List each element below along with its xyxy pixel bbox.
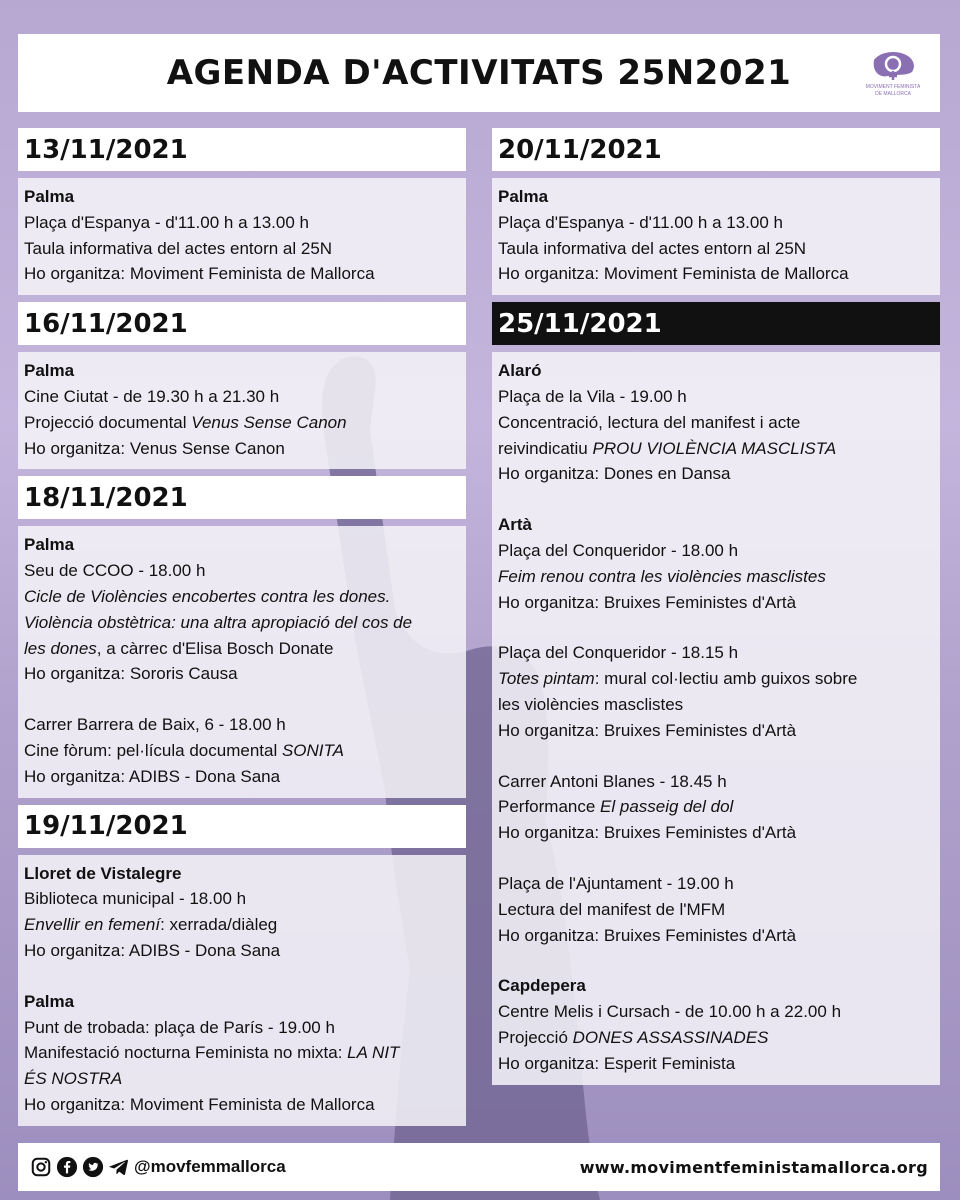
event-text: Ho organitza: Moviment Feminista de Mallorca bbox=[24, 1094, 375, 1114]
event-text: Biblioteca municipal - 18.00 h bbox=[24, 889, 247, 909]
event-text: Plaça de la Vila - 19.00 h bbox=[498, 386, 687, 406]
event-title-text: Totes pintam bbox=[498, 669, 595, 689]
event-panel bbox=[18, 526, 466, 797]
event-title-text: PROU VIOLÈNCIA MASCLISTA bbox=[592, 438, 837, 458]
event-text: Ho organitza: Dones en Dansa bbox=[498, 464, 731, 484]
event-title-text: DONES ASSASSINADES bbox=[572, 1027, 769, 1047]
event-line bbox=[498, 564, 934, 590]
spacer bbox=[24, 687, 460, 712]
event-text: Cine fòrum: pel·lícula documental bbox=[24, 740, 282, 760]
event-text: Ho organitza: Sororis Causa bbox=[24, 664, 238, 684]
event-line bbox=[24, 938, 460, 964]
event-line bbox=[498, 820, 934, 846]
date-heading: 13/11/2021 bbox=[18, 128, 466, 171]
event-title-text: ÉS NOSTRA bbox=[24, 1069, 123, 1089]
event-text: les violències masclistes bbox=[498, 694, 684, 714]
footer-bar bbox=[18, 1143, 940, 1191]
page-title: AGENDA D'ACTIVITATS 25N2021 bbox=[166, 53, 792, 93]
website-link[interactable]: www.movimentfeministamallorca.org bbox=[579, 1157, 928, 1177]
event-text: Projecció documental bbox=[24, 412, 192, 432]
spacer bbox=[498, 487, 934, 512]
event-line bbox=[498, 461, 934, 487]
event-title-text: Cicle de Violències encobertes contra les dones. bbox=[24, 586, 391, 606]
right-column bbox=[492, 128, 940, 1092]
event-line bbox=[498, 436, 934, 462]
event-panel bbox=[18, 855, 466, 1126]
event-text: Centre Melis i Cursach - de 10.00 h a 22.00 h bbox=[498, 1002, 842, 1022]
event-line bbox=[24, 584, 460, 610]
event-line bbox=[24, 210, 460, 236]
date-heading: 19/11/2021 bbox=[18, 805, 466, 848]
event-line bbox=[498, 666, 934, 692]
social-handle[interactable]: @movfemmallorca bbox=[134, 1157, 286, 1176]
event-line bbox=[24, 636, 460, 662]
event-line bbox=[498, 794, 934, 820]
event-line bbox=[24, 410, 460, 436]
event-text: Ho organitza: Esperit Feminista bbox=[498, 1053, 736, 1073]
spacer bbox=[498, 744, 934, 769]
event-line bbox=[498, 210, 934, 236]
event-line bbox=[24, 436, 460, 462]
feminist-movement-logo bbox=[866, 46, 920, 100]
event-line bbox=[498, 1025, 934, 1051]
title-bar bbox=[18, 34, 940, 112]
section-spacer bbox=[492, 1085, 940, 1092]
event-text: Carrer Barrera de Baix, 6 - 18.00 h bbox=[24, 715, 286, 735]
event-text: Projecció bbox=[498, 1027, 573, 1047]
telegram-icon[interactable] bbox=[108, 1156, 130, 1178]
event-location: Palma bbox=[498, 187, 549, 206]
event-location: Capdepera bbox=[498, 976, 586, 996]
event-text: , a càrrec d'Elisa Bosch Donate bbox=[96, 638, 334, 658]
facebook-icon[interactable] bbox=[56, 1156, 78, 1178]
event-location: Lloret de Vistalegre bbox=[24, 863, 182, 883]
twitter-icon[interactable] bbox=[82, 1156, 104, 1178]
event-panel bbox=[492, 178, 940, 295]
date-heading: 16/11/2021 bbox=[18, 302, 466, 345]
event-location: Palma bbox=[24, 991, 75, 1011]
event-text: Ho organitza: ADIBS - Dona Sana bbox=[24, 766, 281, 786]
event-text: Taula informativa del actes entorn al 25N bbox=[24, 238, 333, 258]
event-title-text: les dones bbox=[24, 638, 97, 658]
spacer bbox=[498, 615, 934, 640]
event-text: Plaça de l'Ajuntament - 19.00 h bbox=[498, 873, 734, 893]
event-line bbox=[498, 236, 934, 262]
event-panel bbox=[18, 178, 466, 295]
event-line bbox=[24, 261, 460, 287]
event-line bbox=[24, 1015, 460, 1041]
logo-text-line-1: MOVIMENT FEMINISTA bbox=[866, 84, 920, 90]
event-text: Cine Ciutat - de 19.30 h a 21.30 h bbox=[24, 386, 280, 406]
event-line bbox=[24, 236, 460, 262]
event-line bbox=[24, 558, 460, 584]
event-line bbox=[498, 261, 934, 287]
event-title-text: Venus Sense Canon bbox=[191, 412, 347, 432]
event-line bbox=[498, 718, 934, 744]
event-text: Ho organitza: ADIBS - Dona Sana bbox=[24, 940, 281, 960]
event-location: Palma bbox=[24, 535, 75, 555]
event-text: Plaça d'Espanya - d'11.00 h a 13.00 h bbox=[498, 212, 783, 232]
event-line bbox=[498, 410, 934, 436]
event-line bbox=[24, 738, 460, 764]
event-text: Plaça del Conqueridor - 18.00 h bbox=[498, 540, 739, 560]
event-line bbox=[498, 999, 934, 1025]
event-line bbox=[498, 640, 934, 666]
event-text: Ho organitza: Bruixes Feministes d'Artà bbox=[498, 720, 797, 740]
social-links bbox=[30, 1156, 286, 1178]
left-column bbox=[18, 128, 466, 1133]
event-text: reivindicatiu bbox=[498, 438, 593, 458]
event-line bbox=[498, 590, 934, 616]
event-text: Concentració, lectura del manifest i acte bbox=[498, 412, 801, 432]
event-line bbox=[498, 897, 934, 923]
event-text: Ho organitza: Moviment Feminista de Mallorca bbox=[498, 264, 849, 284]
date-heading: 18/11/2021 bbox=[18, 476, 466, 519]
section-spacer bbox=[18, 295, 466, 302]
event-line bbox=[498, 923, 934, 949]
event-title-text: Feim renou contra les violències masclistes bbox=[498, 566, 826, 586]
event-line bbox=[24, 1040, 460, 1066]
event-location: Alaró bbox=[498, 361, 542, 381]
event-text: Performance bbox=[498, 797, 601, 817]
event-location: Palma bbox=[24, 187, 75, 206]
spacer bbox=[24, 964, 460, 989]
event-line bbox=[498, 538, 934, 564]
spacer bbox=[498, 846, 934, 871]
event-text: Lectura del manifest de l'MFM bbox=[498, 899, 726, 919]
event-line bbox=[24, 712, 460, 738]
event-panel bbox=[18, 352, 466, 469]
event-title-text: Envellir en femení bbox=[24, 915, 161, 935]
event-text: Punt de trobada: plaça de París - 19.00 h bbox=[24, 1017, 335, 1037]
event-title-text: El passeig del dol bbox=[600, 797, 734, 817]
event-title-text: LA NIT bbox=[347, 1043, 400, 1063]
event-line bbox=[24, 1066, 460, 1092]
event-text: Taula informativa del actes entorn al 25N bbox=[498, 238, 807, 258]
event-text: Ho organitza: Bruixes Feministes d'Artà bbox=[498, 925, 797, 945]
spacer bbox=[498, 948, 934, 973]
event-text: Ho organitza: Venus Sense Canon bbox=[24, 438, 285, 458]
event-text: Ho organitza: Moviment Feminista de Mallorca bbox=[24, 264, 375, 284]
event-text: : mural col·lectiu amb guixos sobre bbox=[594, 669, 858, 689]
event-line bbox=[24, 384, 460, 410]
event-panel bbox=[492, 352, 940, 1084]
event-text: Seu de CCOO - 18.00 h bbox=[24, 561, 206, 581]
event-line bbox=[24, 886, 460, 912]
event-location: Palma bbox=[24, 361, 75, 381]
event-title-text: Violència obstètrica: una altra apropiació del cos de bbox=[24, 612, 413, 632]
event-line bbox=[498, 769, 934, 795]
section-spacer bbox=[492, 295, 940, 302]
event-line bbox=[498, 384, 934, 410]
event-text: Ho organitza: Bruixes Feministes d'Artà bbox=[498, 592, 797, 612]
event-text: Plaça del Conqueridor - 18.15 h bbox=[498, 643, 739, 663]
section-spacer bbox=[18, 798, 466, 805]
instagram-icon[interactable] bbox=[30, 1156, 52, 1178]
event-text: Ho organitza: Bruixes Feministes d'Artà bbox=[498, 823, 797, 843]
event-location: Artà bbox=[498, 515, 533, 535]
date-heading: 20/11/2021 bbox=[492, 128, 940, 171]
section-spacer bbox=[18, 469, 466, 476]
section-spacer bbox=[18, 1126, 466, 1133]
event-line bbox=[24, 1092, 460, 1118]
event-text: : xerrada/diàleg bbox=[160, 915, 278, 935]
event-title-text: SONITA bbox=[281, 740, 344, 760]
event-text: Manifestació nocturna Feminista no mixta: bbox=[24, 1043, 348, 1063]
event-line bbox=[498, 871, 934, 897]
event-line bbox=[24, 661, 460, 687]
event-text: Carrer Antoni Blanes - 18.45 h bbox=[498, 771, 727, 791]
event-text: Plaça d'Espanya - d'11.00 h a 13.00 h bbox=[24, 212, 309, 232]
date-heading: 25/11/2021 bbox=[492, 302, 940, 345]
logo-text-line-2: DE MALLORCA bbox=[875, 91, 911, 97]
event-line bbox=[24, 764, 460, 790]
event-line bbox=[498, 1051, 934, 1077]
event-line bbox=[498, 692, 934, 718]
event-line bbox=[24, 912, 460, 938]
event-line bbox=[24, 610, 460, 636]
